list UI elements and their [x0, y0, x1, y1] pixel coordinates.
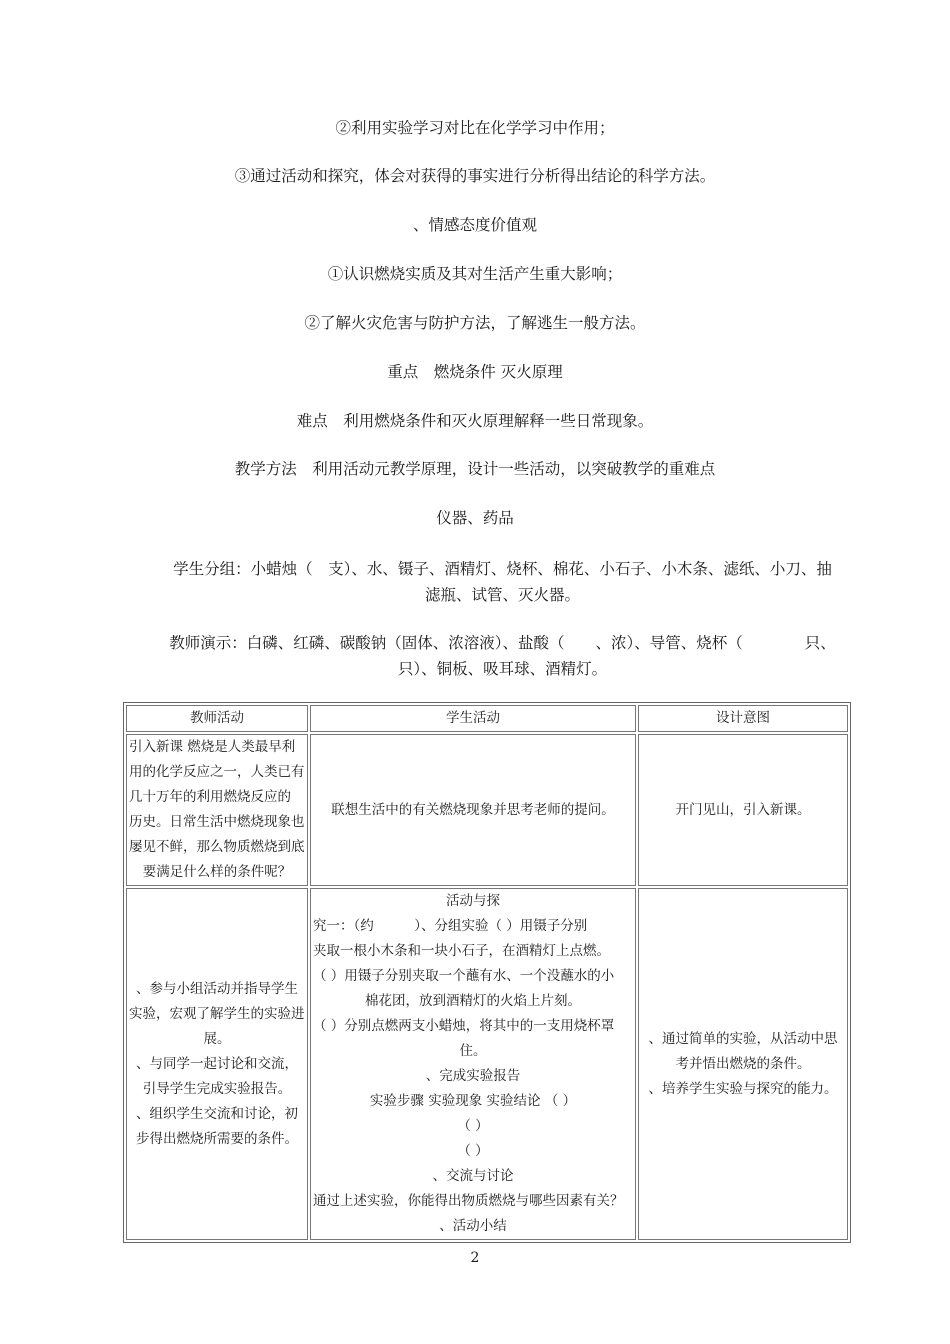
- cell-line: 要满足什么样的条件呢？: [142, 864, 292, 880]
- header-teacher-activity: 教师活动: [126, 705, 308, 732]
- cell-line: 屡见不鲜，那么物质燃烧到底: [129, 839, 305, 855]
- cell-line: 、通过简单的实验，从活动中思: [648, 1030, 838, 1047]
- cell-line: 历史。日常生活中燃烧现象也: [129, 814, 305, 830]
- cell-line: 、活动小结: [439, 1218, 507, 1234]
- table-row: [126, 734, 848, 886]
- text-line-5: ②了解火灾危害与防护方法，了解逃生一般方法。: [304, 314, 646, 332]
- cell-line: 棉花团，放到酒精灯的火焰上片刻。: [365, 993, 581, 1009]
- cell-line: 活动与探: [446, 893, 500, 909]
- teacher-demo-materials: [140, 630, 865, 682]
- cell-line: 究一：（约 ）、分组实验（ ）用镊子分别: [313, 918, 588, 934]
- cell-line: （ ）: [457, 1143, 489, 1159]
- cell-line: （ ）: [457, 1118, 489, 1134]
- cell-line: 、组织学生交流和讨论，初: [136, 1105, 298, 1122]
- cell-line: 、完成实验报告: [425, 1068, 521, 1084]
- teacher-demo-line: 教师演示：白磷、红磷、碳酸钠（固体、浓溶液）、盐酸（ 、浓）、导管、烧杯（ 只、: [169, 634, 836, 652]
- cell-line: 实验步骤 实验现象 实验结论 （ ）: [369, 1093, 577, 1109]
- cell-line: （ ）用镊子分别夹取一个蘸有水、一个没蘸水的小: [313, 968, 615, 984]
- row1-intent-cell: 开门见山，引入新课。: [638, 734, 848, 886]
- teaching-method: 教学方法 利用活动元教学原理，设计一些活动，以突破教学的重难点: [234, 460, 716, 478]
- row1-teacher-cell: [126, 734, 308, 886]
- cell-line: 引入新课 燃烧是人类最早利: [129, 739, 296, 755]
- table-header-row: [126, 705, 848, 732]
- row2-student-cell: [310, 888, 636, 1240]
- cell-line: 、参与小组活动并指导学生: [136, 980, 298, 997]
- cell-line: 夹取一根小木条和一块小石子，在酒精灯上点燃。: [313, 943, 610, 959]
- key-points: 重点 燃烧条件 灭火原理: [387, 363, 563, 381]
- cell-line: 、与同学一起讨论和交流，: [136, 1055, 298, 1072]
- header-student-activity: 学生活动: [310, 705, 636, 732]
- lesson-plan-table: [123, 702, 851, 1243]
- table-row: [126, 888, 848, 1240]
- header-design-intent: 设计意图: [638, 705, 848, 732]
- row1-student-cell: 联想生活中的有关燃烧现象并思考老师的提问。: [310, 734, 636, 886]
- cell-line: 实验，宏观了解学生的实验进: [129, 1005, 305, 1022]
- cell-line: 住。: [459, 1043, 487, 1059]
- cell-line: 、交流与讨论: [432, 1168, 514, 1184]
- cell-line: （ ）分别点燃两支小蜡烛，将其中的一支用烧杯罩: [313, 1018, 615, 1034]
- text-line-1: ②利用实验学习对比在化学学习中作用；: [335, 119, 615, 137]
- cell-line: 通过上述实验，你能得出物质燃烧与哪些因素有关？: [313, 1193, 624, 1209]
- instruments-heading: 仪器、药品: [436, 509, 514, 527]
- cell-line: 展。: [203, 1030, 231, 1047]
- section-heading-affect: 、情感态度价值观: [412, 216, 537, 234]
- cell-line: 、培养学生实验与探究的能力。: [648, 1080, 838, 1097]
- cell-line: 考并悟出燃烧的条件。: [675, 1055, 811, 1072]
- student-group-line: 滤瓶、试管、灭火器。: [424, 586, 580, 604]
- teacher-demo-line: 只）、铜板、吸耳球、酒精灯。: [397, 660, 608, 678]
- cell-line: 用的化学反应之一，人类已有: [129, 764, 305, 780]
- difficult-points: 难点 利用燃烧条件和灭火原理解释一些日常现象。: [296, 412, 654, 430]
- row2-teacher-cell: [126, 888, 308, 1240]
- student-group-materials: [140, 556, 865, 608]
- student-group-line: 学生分组：小蜡烛（ 支）、水、镊子、酒精灯、烧杯、棉花、小石子、小木条、滤纸、小刀、抽: [173, 560, 832, 578]
- text-line-4: ①认识燃烧实质及其对生活产生重大影响；: [327, 265, 623, 283]
- cell-line: 引导学生完成实验报告。: [142, 1080, 292, 1097]
- cell-line: 步得出燃烧所需要的条件。: [136, 1130, 298, 1147]
- page-number: 2: [470, 1250, 480, 1266]
- row2-intent-cell: [638, 888, 848, 1240]
- text-line-2: ③通过活动和探究，体会对获得的事实进行分析得出结论的科学方法。: [234, 167, 716, 185]
- cell-line: 几十万年的利用燃烧反应的: [129, 789, 291, 805]
